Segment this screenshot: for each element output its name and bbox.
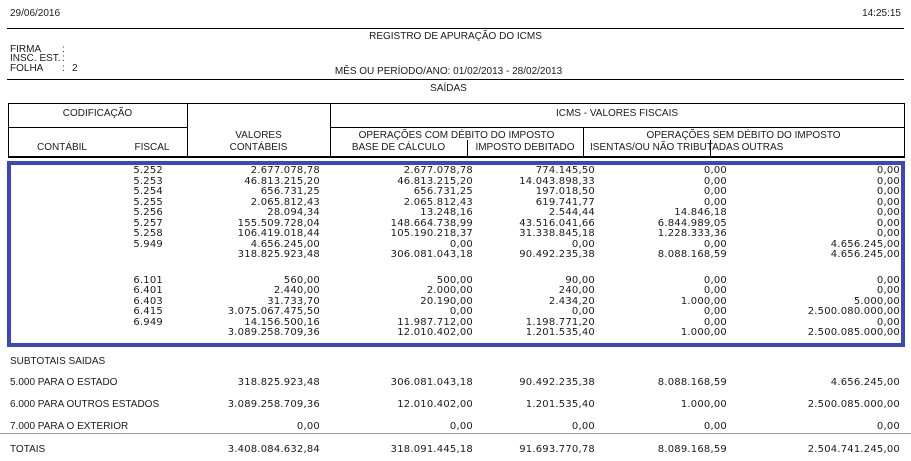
totals-label: TOTAIS	[10, 444, 46, 455]
valores-contabeis-cell: 46.813.215,20	[244, 175, 320, 187]
imposto-debitado-cell: 31.338.845,18	[519, 228, 595, 239]
table-border-right	[904, 103, 905, 158]
base-calculo-cell: 2.000,00	[426, 285, 473, 296]
valores-contabeis-cell: 31.733,70	[267, 295, 320, 307]
fiscal-code-cell: 5.949	[133, 238, 163, 250]
imposto-debitado-cell: 2.434,20	[548, 295, 595, 307]
fiscal-code-cell: 5.252	[133, 165, 163, 176]
base-calculo-cell: 306.081.043,18	[390, 249, 473, 260]
summary-row-estado	[8, 377, 904, 388]
table-row	[8, 307, 904, 318]
rows-group-6000	[8, 276, 904, 329]
fiscal-code-cell: 5.257	[133, 217, 163, 229]
base-calculo-cell: 20.190,00	[420, 295, 473, 307]
valores-contabeis-cell: 3.075.067.475,50	[227, 306, 320, 317]
insc-est-colon: :	[62, 53, 65, 64]
base-calculo-cell: 500,00	[436, 274, 473, 286]
base-calculo-cell: 13.248,16	[420, 207, 473, 218]
outras-cell: 0,00	[876, 316, 900, 328]
isentas-cell: 0,00	[703, 165, 727, 176]
outras-cell: 0,00	[876, 175, 900, 187]
isentas-cell: 8.089.168,59	[657, 444, 727, 455]
outras-cell: 2.504.741.245,00	[807, 444, 900, 455]
imposto-debitado-cell: 90.492.235,38	[519, 249, 595, 260]
summary-row-exterior	[8, 421, 904, 432]
base-calculo-cell: 46.813.215,20	[397, 175, 473, 187]
isentas-cell: 8.088.168,59	[657, 377, 727, 388]
outras-cell: 2.500.080.000,00	[807, 306, 900, 317]
isentas-cell: 0,00	[703, 316, 727, 328]
fiscal-code-cell: 6.101	[133, 274, 163, 286]
fiscal-code-cell: 5.254	[133, 186, 163, 197]
isentas-cell: 8.088.168,59	[657, 249, 727, 260]
valores-contabeis-cell: 3.089.258.709,36	[227, 399, 320, 410]
fiscal-code-cell: 5.255	[133, 196, 163, 208]
col-header-outras: OUTRAS	[741, 142, 784, 153]
col-header-imposto-debitado: IMPOSTO DEBITADO	[475, 142, 575, 153]
valores-contabeis-cell: 2.677.078,78	[250, 165, 320, 176]
outras-cell: 4.656.245,00	[830, 238, 900, 250]
summary-row-label: 6.000 PARA OUTROS ESTADOS	[10, 399, 160, 410]
outras-cell: 2.500.085.000,00	[807, 327, 900, 338]
period-label: MÊS OU PERÍODO/ANO: 01/02/2013 - 28/02/2013	[334, 66, 563, 77]
table-row	[8, 187, 904, 198]
isentas-cell: 0,00	[703, 238, 727, 250]
fiscal-code-cell: 6.403	[133, 295, 163, 307]
valores-contabeis-cell: 3.408.084.632,84	[227, 444, 320, 455]
isentas-cell: 0,00	[703, 175, 727, 187]
header-operacoes-com-debito: OPERAÇÕES COM DÉBITO DO IMPOSTO	[358, 130, 555, 141]
header-operacoes-sem-debito: OPERAÇÕES SEM DÉBITO DO IMPOSTO	[646, 130, 841, 141]
isentas-cell: 1.000,00	[680, 295, 727, 307]
isentas-cell: 0,00	[703, 285, 727, 296]
divider-top	[7, 28, 904, 29]
base-calculo-cell: 0,00	[449, 306, 473, 317]
outras-cell: 0,00	[876, 274, 900, 286]
section-title: SAÍDAS	[430, 83, 467, 94]
fiscal-code-cell: 6.415	[133, 306, 163, 317]
imposto-debitado-cell: 14.043.898,33	[519, 175, 595, 187]
valores-contabeis-cell: 0,00	[296, 421, 320, 432]
isentas-cell: 0,00	[703, 196, 727, 208]
table-border-top	[8, 103, 905, 104]
isentas-cell: 1.000,00	[680, 399, 727, 410]
outras-cell: 0,00	[876, 186, 900, 197]
base-calculo-cell: 11.987.712,00	[397, 316, 473, 328]
outras-cell: 4.656.245,00	[830, 249, 900, 260]
imposto-debitado-cell: 1.201.535,40	[525, 399, 595, 410]
base-calculo-cell: 12.010.402,00	[397, 399, 473, 410]
summary-row-outros-estados	[8, 399, 904, 410]
table-border-bottom	[8, 156, 905, 158]
folha-colon: :	[62, 63, 65, 74]
imposto-debitado-cell: 1.201.535,40	[525, 327, 595, 338]
firma-label: FIRMA	[10, 44, 42, 55]
base-calculo-cell: 656.731,25	[413, 186, 473, 197]
base-calculo-cell: 0,00	[449, 421, 473, 432]
fiscal-code-cell: 5.256	[133, 207, 163, 218]
subtotal-row-5000	[8, 250, 904, 261]
col-header-base-calculo: BASE DE CÁLCULO	[351, 142, 446, 153]
valores-contabeis-cell: 3.089.258.709,36	[227, 327, 320, 338]
base-calculo-cell: 2.677.078,78	[403, 165, 473, 176]
imposto-debitado-cell: 43.516.041,66	[519, 217, 595, 229]
table-body	[8, 166, 904, 339]
base-calculo-cell: 12.010.402,00	[397, 327, 473, 338]
subtotais-saidas-label: SUBTOTAIS SAIDAS	[10, 356, 106, 367]
valores-contabeis-cell: 106.419.018,44	[237, 228, 320, 239]
header-valores-line2: CONTÁBEIS	[229, 142, 288, 153]
insc-est-label: INSC. EST.	[10, 53, 61, 64]
valores-contabeis-cell: 560,00	[283, 274, 320, 286]
isentas-cell: 6.844.989,05	[657, 217, 727, 229]
header-icms-valores-fiscais: ICMS - VALORES FISCAIS	[555, 108, 679, 119]
isentas-cell: 1.000,00	[680, 327, 727, 338]
valores-contabeis-cell: 2.065.812,43	[250, 196, 320, 208]
imposto-debitado-cell: 0,00	[571, 306, 595, 317]
header-valores-line1: VALORES	[235, 130, 282, 141]
base-calculo-cell: 105.190.218,37	[390, 228, 473, 239]
outras-cell: 0,00	[876, 285, 900, 296]
imposto-debitado-cell: 774.145,50	[535, 165, 595, 176]
summary-row-label: 5.000 PARA O ESTADO	[10, 377, 118, 388]
valores-contabeis-cell: 4.656.245,00	[250, 238, 320, 250]
valores-contabeis-cell: 155.509.728,04	[237, 217, 320, 229]
isentas-cell: 0,00	[703, 421, 727, 432]
divider-totais	[0, 433, 911, 434]
table-border-mid-left	[8, 127, 187, 128]
valores-contabeis-cell: 28.094,34	[267, 207, 320, 218]
outras-cell: 0,00	[876, 217, 900, 229]
outras-cell: 0,00	[876, 228, 900, 239]
rows-group-5000	[8, 166, 904, 250]
col-header-contabil: CONTÁBIL	[36, 142, 87, 153]
valores-contabeis-cell: 318.825.923,48	[237, 249, 320, 260]
table-row	[8, 286, 904, 297]
summary-row-label: 7.000 PARA O EXTERIOR	[10, 421, 129, 432]
folha-value: 2	[72, 63, 78, 74]
valores-contabeis-cell: 14.156.500,16	[244, 316, 320, 328]
imposto-debitado-cell: 197.018,50	[535, 186, 595, 197]
imposto-debitado-cell: 1.198.771,20	[525, 316, 595, 328]
folha-label: FOLHA	[10, 63, 44, 74]
imposto-debitado-cell: 240,00	[558, 285, 595, 296]
isentas-cell: 14.846,18	[674, 207, 727, 218]
outras-cell: 0,00	[876, 421, 900, 432]
base-calculo-cell: 0,00	[449, 238, 473, 250]
imposto-debitado-cell: 0,00	[571, 238, 595, 250]
base-calculo-cell: 2.065.812,43	[403, 196, 473, 208]
imposto-debitado-cell: 0,00	[571, 421, 595, 432]
header-codificacao: CODIFICAÇÃO	[62, 108, 133, 119]
isentas-cell: 0,00	[703, 306, 727, 317]
table-row	[8, 166, 904, 177]
valores-contabeis-cell: 656.731,25	[260, 186, 320, 197]
table-border-mid-right	[330, 127, 905, 128]
base-calculo-cell: 148.664.738,99	[390, 217, 473, 229]
imposto-debitado-cell: 90,00	[565, 274, 595, 286]
base-calculo-cell: 318.091.445,18	[390, 444, 473, 455]
subtotal-row-6000	[8, 328, 904, 339]
outras-cell: 5.000,00	[853, 295, 900, 307]
report-title: REGISTRO DE APURAÇÃO DO ICMS	[369, 31, 542, 42]
imposto-debitado-cell: 619.741,77	[535, 196, 595, 208]
isentas-cell: 0,00	[703, 186, 727, 197]
fiscal-code-cell: 6.949	[133, 316, 163, 328]
outras-cell: 0,00	[876, 207, 900, 218]
base-calculo-cell: 306.081.043,18	[390, 377, 473, 388]
col-header-isentas: ISENTAS/OU NÃO TRIBUTADAS	[590, 142, 740, 153]
table-row	[8, 208, 904, 219]
valores-contabeis-cell: 2.440,00	[273, 285, 320, 296]
outras-cell: 2.500.085.000,00	[807, 399, 900, 410]
page-time: 14:25:15	[862, 8, 901, 19]
isentas-cell: 1.228.333,36	[657, 228, 727, 239]
imposto-debitado-cell: 90.492.235,38	[519, 377, 595, 388]
firma-colon: :	[62, 44, 65, 55]
valores-contabeis-cell: 318.825.923,48	[237, 377, 320, 388]
outras-cell: 0,00	[876, 196, 900, 208]
outras-cell: 0,00	[876, 165, 900, 176]
fiscal-code-cell: 5.253	[133, 175, 163, 187]
divider-section	[7, 79, 904, 80]
fiscal-code-cell: 6.401	[133, 285, 163, 296]
imposto-debitado-cell: 2.544,44	[548, 207, 595, 218]
outras-cell: 4.656.245,00	[830, 377, 900, 388]
col-header-fiscal: FISCAL	[134, 142, 170, 153]
page-date: 29/06/2016	[10, 8, 61, 19]
isentas-cell: 0,00	[703, 274, 727, 286]
fiscal-code-cell: 5.258	[133, 228, 163, 239]
imposto-debitado-cell: 91.693.770,78	[519, 444, 595, 455]
totals-row	[8, 444, 904, 455]
table-row	[8, 229, 904, 240]
